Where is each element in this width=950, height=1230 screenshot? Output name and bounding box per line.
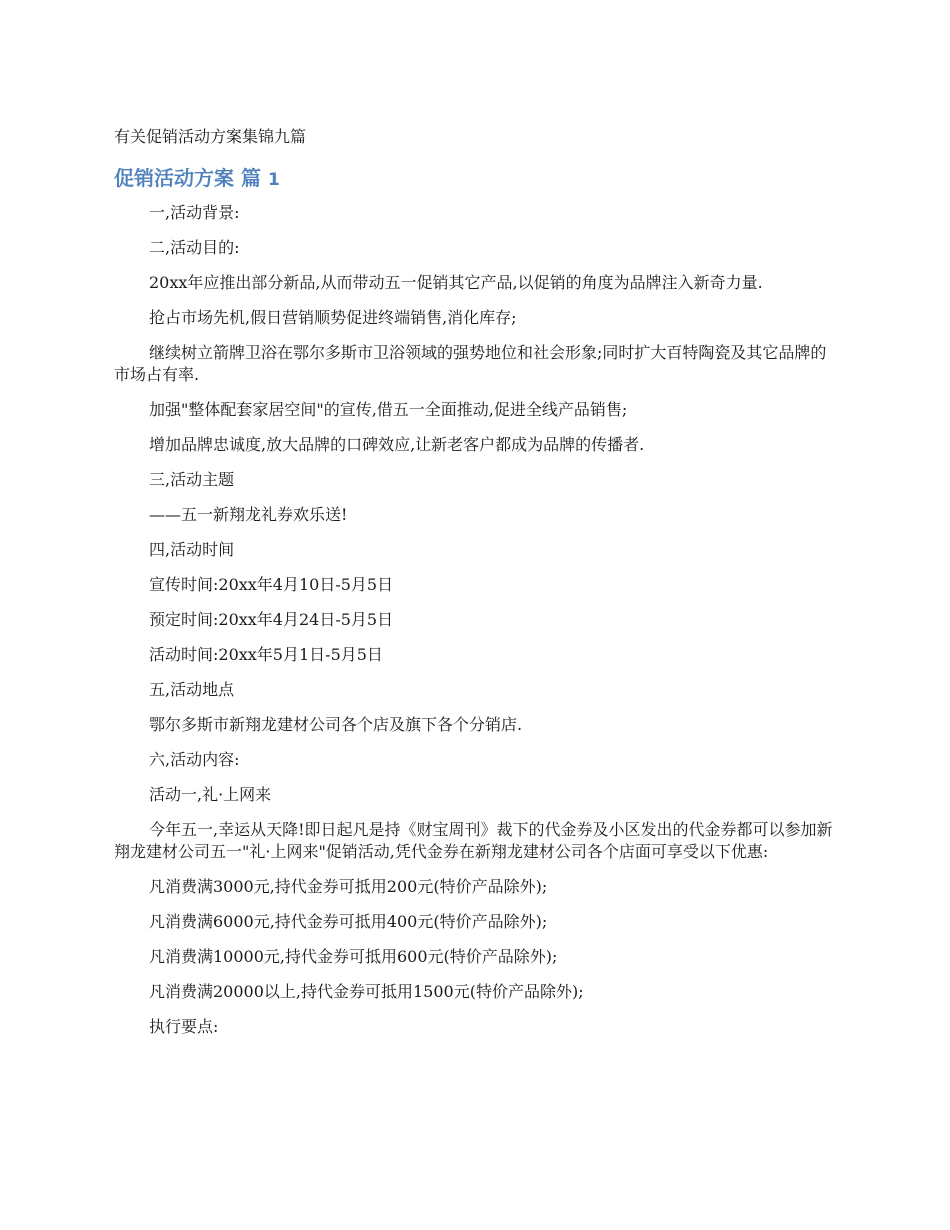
- section-heading-number: 1: [267, 170, 280, 190]
- paragraph: 鄂尔多斯市新翔龙建材公司各个店及旗下各个分销店.: [149, 715, 523, 734]
- paragraph: 执行要点:: [149, 1017, 219, 1036]
- section-heading: [114, 164, 280, 194]
- paragraph: 加强"整体配套家居空间"的宣传,借五一全面推动,促进全线产品销售;: [149, 400, 628, 419]
- section-heading-text: 促销活动方案 篇: [114, 166, 261, 190]
- paragraph: 继续树立箭牌卫浴在鄂尔多斯市卫浴领域的强势地位和社会形象;同时扩大百特陶瓷及其它品牌的市场占有率.: [114, 343, 827, 384]
- paragraph: 增加品牌忠诚度,放大品牌的口碑效应,让新老客户都成为品牌的传播者.: [149, 435, 645, 454]
- paragraph: 宣传时间:20xx年4月10日-5月5日: [149, 575, 394, 594]
- paragraph: 凡消费满6000元,持代金券可抵用400元(特价产品除外);: [149, 912, 548, 931]
- paragraph: 六,活动内容:: [149, 750, 240, 769]
- paragraph: 四,活动时间: [149, 540, 235, 559]
- document-body: [114, 202, 836, 1051]
- paragraph: 凡消费满3000元,持代金券可抵用200元(特价产品除外);: [149, 877, 548, 896]
- paragraph: 凡消费满10000元,持代金券可抵用600元(特价产品除外);: [149, 947, 558, 966]
- paragraph: 抢占市场先机,假日营销顺势促进终端销售,消化库存;: [149, 308, 517, 327]
- document-title: 有关促销活动方案集锦九篇: [114, 127, 307, 146]
- paragraph: 预定时间:20xx年4月24日-5月5日: [149, 610, 394, 629]
- paragraph: 三,活动主题: [149, 470, 235, 489]
- paragraph: 一,活动背景:: [149, 203, 240, 222]
- paragraph: 活动一,礼·上网来: [149, 785, 272, 804]
- paragraph: 20xx年应推出部分新品,从而带动五一促销其它产品,以促销的角度为品牌注入新奇力量.: [149, 273, 763, 292]
- paragraph: 二,活动目的:: [149, 238, 240, 257]
- paragraph: 五,活动地点: [149, 680, 235, 699]
- paragraph: 活动时间:20xx年5月1日-5月5日: [149, 645, 383, 664]
- paragraph: 凡消费满20000以上,持代金券可抵用1500元(特价产品除外);: [149, 982, 584, 1001]
- paragraph: 今年五一,幸运从天降!即日起凡是持《财宝周刊》裁下的代金券及小区发出的代金券都可以参加新翔龙建材公司五一"礼·上网来"促销活动,凭代金券在新翔龙建材公司各个店面可享受以下优惠:: [114, 820, 833, 861]
- paragraph: ——五一新翔龙礼券欢乐送!: [149, 505, 348, 524]
